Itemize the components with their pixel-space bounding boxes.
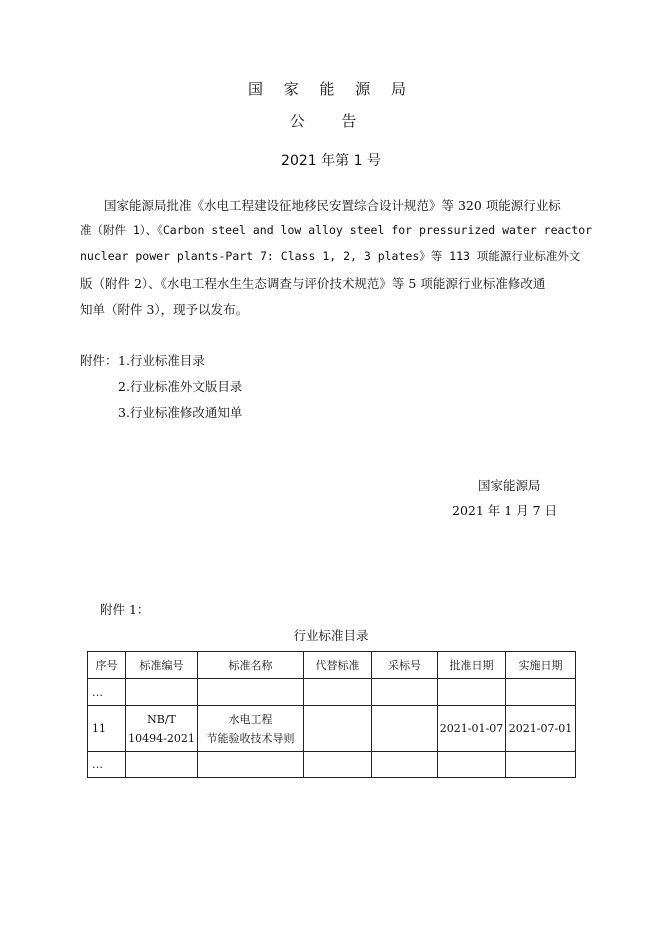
attachment-item-2: 2.行业标准外文版目录 xyxy=(118,379,243,394)
cell-approve xyxy=(438,752,506,778)
cell-seq: … xyxy=(88,752,126,778)
cell-code xyxy=(126,752,198,778)
cell-implement xyxy=(506,679,576,706)
cell-code-line-2: 10494-2021 xyxy=(128,731,195,745)
signature-date: 2021 年 1 月 7 日 xyxy=(452,503,558,518)
cell-approve xyxy=(438,679,506,706)
cell-replace xyxy=(304,706,372,752)
cell-replace xyxy=(304,679,372,706)
col-header-replace: 代替标准 xyxy=(304,652,372,679)
cell-implement xyxy=(506,752,576,778)
body-line-4: 版（附件 2）、《水电工程水生生态调查与评价技术规范》等 5 项能源行业标准修改通 xyxy=(80,276,546,291)
cell-seq: … xyxy=(88,679,126,706)
cell-name xyxy=(198,752,304,778)
attachments-label: 附件： xyxy=(80,353,118,368)
cell-name xyxy=(198,679,304,706)
agency-title: 国 家 能 源 局 xyxy=(247,80,415,98)
cell-adopt xyxy=(372,706,438,752)
cell-name-line-1: 水电工程 xyxy=(228,712,273,726)
table-row xyxy=(88,706,576,752)
col-header-name: 标准名称 xyxy=(198,652,304,679)
cell-implement: 2021-07-01 xyxy=(506,706,576,752)
col-header-seq: 序号 xyxy=(88,652,126,679)
cell-name-line-2: 节能验收技术导则 xyxy=(206,731,295,745)
body-line-3: nuclear power plants-Part 7: Class 1, 2, 3 plates》等 113 项能源行业标准外文 xyxy=(80,249,581,263)
cell-name xyxy=(198,706,304,752)
cell-adopt xyxy=(372,752,438,778)
attachment-item-3: 3.行业标准修改通知单 xyxy=(118,405,243,420)
table-row xyxy=(88,679,576,706)
appendix-label: 附件 1： xyxy=(100,602,150,617)
cell-code-line-1: NB/T xyxy=(147,712,176,726)
doc-type-title: 公 告 xyxy=(289,112,373,130)
col-header-approve: 批准日期 xyxy=(438,652,506,679)
table-row xyxy=(88,752,576,778)
col-header-adopt: 采标号 xyxy=(372,652,438,679)
attachment-item-1: 1.行业标准目录 xyxy=(118,353,205,368)
col-header-implement: 实施日期 xyxy=(506,652,576,679)
cell-code xyxy=(126,706,198,752)
cell-replace xyxy=(304,752,372,778)
cell-adopt xyxy=(372,679,438,706)
cell-approve: 2021-01-07 xyxy=(438,706,506,752)
col-header-code: 标准编号 xyxy=(126,652,198,679)
cell-code xyxy=(126,679,198,706)
body-line-1: 国家能源局批准《水电工程建设征地移民安置综合设计规范》等 320 项能源行业标 xyxy=(104,198,561,213)
body-line-2: 准（附件 1）、《Carbon steel and low alloy steel for pressurized water reactor xyxy=(80,223,593,237)
cell-seq: 11 xyxy=(88,706,126,752)
standards-table xyxy=(87,651,576,778)
body-line-5: 知单（附件 3），现予以发布。 xyxy=(80,302,249,317)
catalog-title: 行业标准目录 xyxy=(293,628,369,643)
doc-number: 2021 年第 1 号 xyxy=(281,153,381,169)
table-header-row xyxy=(88,652,576,679)
signature-issuer: 国家能源局 xyxy=(478,478,541,493)
